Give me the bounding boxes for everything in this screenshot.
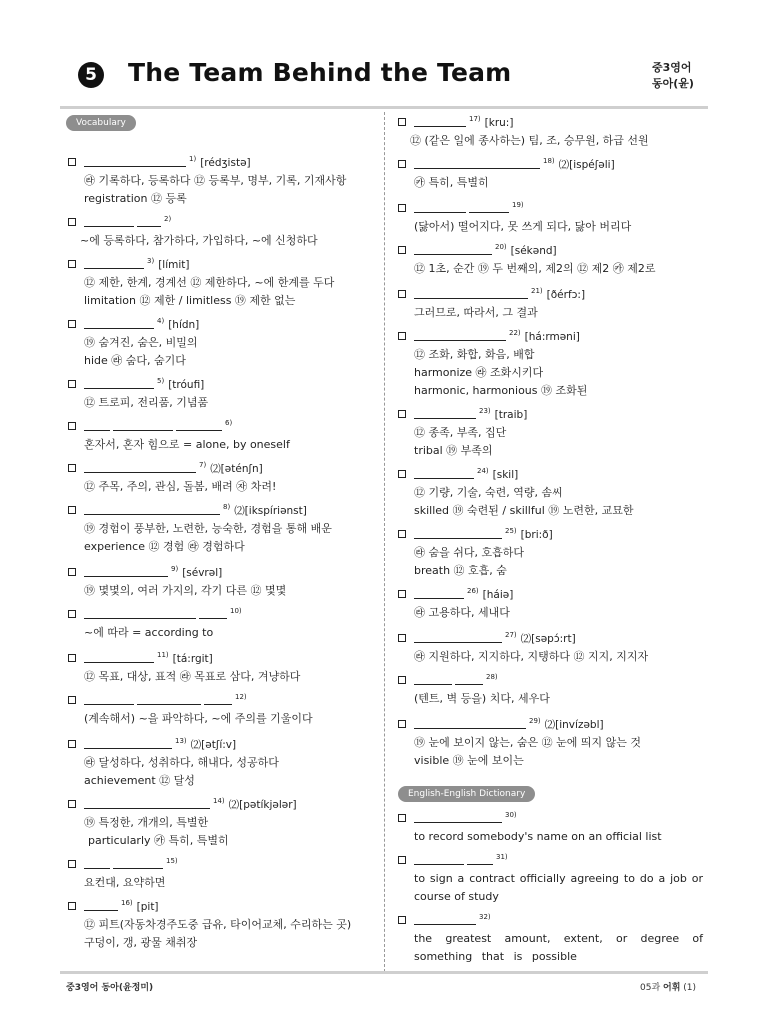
pronunciation: ⑵[əténʃn] [210, 463, 263, 475]
checkbox[interactable] [398, 814, 406, 822]
meaning-line: experience ⑫ 경험 ㉱ 경험하다 [84, 540, 245, 553]
answer-blank[interactable] [84, 420, 110, 431]
checkbox[interactable] [68, 380, 76, 388]
answer-blank[interactable] [137, 694, 201, 705]
definition-line: to record somebody's name on an official list [414, 830, 662, 843]
meaning-line: visible ⑲ 눈에 보이는 [414, 754, 524, 767]
meaning-line: ⑫ 1초, 순간 ⑲ 두 번째의, 제2의 ⑫ 제2 ㉸ 제2로 [414, 262, 656, 275]
definition-line: the greatest amount, extent, or degree of something that is possible [414, 932, 703, 963]
meaning-line: ㉱ 기록하다, 등록하다 ⑫ 등록부, 명부, 기록, 기재사항 [84, 174, 347, 187]
meaning-line: ⑫ 종족, 부족, 집단 [414, 426, 507, 439]
meaning-line: ⑫ 목표, 대상, 표적 ㉱ 목표로 삼다, 겨냥하다 [84, 670, 301, 683]
vocab-item-4: $^{4)}$ [hídn] ⑲ 숨겨진, 숨은, 비밀의 hide ㉱ 숨다, 숨기다 [68, 312, 373, 370]
checkbox[interactable] [68, 422, 76, 430]
meaning-line: ㉱ 달성하다, 성취하다, 해내다, 성공하다 [84, 756, 279, 769]
pronunciation: [bri:ð] [520, 529, 553, 541]
meaning-line: 그러므로, 따라서, 그 결과 [414, 306, 538, 319]
meaning-line: tribal ⑲ 부족의 [414, 444, 493, 457]
meaning-line: ⑫ 피트(자동차경주도중 급유, 타이어교체, 수리하는 곳) [84, 918, 352, 931]
pronunciation: [rédʒistə] [200, 157, 251, 169]
checkbox[interactable] [398, 410, 406, 418]
meaning-line: harmonic, harmonious ⑲ 조화된 [414, 384, 588, 397]
answer-blank[interactable] [414, 288, 528, 299]
meaning-line: harmonize ㉱ 조화시키다 [414, 366, 544, 379]
pronunciation: [kru:] [484, 117, 514, 129]
checkbox[interactable] [68, 464, 76, 472]
answer-blank[interactable] [84, 738, 172, 749]
answer-blank[interactable] [113, 420, 173, 431]
answer-blank[interactable] [84, 258, 144, 269]
vocab-item-6: $^{6)}$ 혼자서, 혼자 힘으로 = alone, by oneself [68, 414, 373, 454]
pronunciation: [ðérfɔ:] [546, 289, 586, 301]
meaning-line: ~에 등록하다, 참가하다, 가입하다, ~에 신청하다 [80, 234, 318, 247]
vocab-item-25: $^{25)}$ [bri:ð] ㉱ 숨을 쉬다, 호흡하다 breath ⑫ 호흡, 숨 [398, 522, 703, 580]
answer-blank[interactable] [199, 608, 227, 619]
answer-blank[interactable] [84, 798, 210, 809]
answer-blank[interactable] [204, 694, 232, 705]
checkbox[interactable] [68, 158, 76, 166]
answer-blank[interactable] [414, 330, 506, 341]
meaning-line: ⑫ (같은 일에 종사하는) 팀, 조, 승무원, 하급 선원 [410, 134, 649, 147]
vocab-item-26: $^{26)}$ [háiə] ㉱ 고용하다, 세내다 [398, 582, 703, 622]
textbook-badge [652, 60, 712, 92]
meaning-line: 구덩이, 갱, 광물 채취장 [84, 936, 198, 949]
meaning-line: ㉱ 지원하다, 지지하다, 지탱하다 ⑫ 지지, 지지자 [414, 650, 649, 663]
pronunciation: ⑵[səpɔ́:rt] [520, 633, 576, 645]
vocab-item-16: $^{16)}$ [pit] ⑫ 피트(자동차경주도중 급유, 타이어교체, 수리하는 곳) 구덩이, 갱, 광물 채취장 [68, 894, 373, 952]
vocab-item-21: $^{21)}$ [ðérfɔ:] 그러므로, 따라서, 그 결과 [398, 282, 703, 322]
vocab-item-2: $^{2)}$ ~에 등록하다, 참가하다, 가입하다, ~에 신청하다 [68, 210, 373, 250]
checkbox[interactable] [68, 800, 76, 808]
meaning-line: ㉸ 특히, 특별히 [414, 176, 489, 189]
answer-blank[interactable] [414, 812, 502, 823]
checkbox[interactable] [68, 696, 76, 704]
meaning-line: (텐트, 벽 등을) 치다, 세우다 [414, 692, 550, 705]
answer-blank[interactable] [414, 202, 466, 213]
meaning-line: hide ㉱ 숨다, 숨기다 [84, 354, 186, 367]
answer-blank[interactable] [176, 420, 222, 431]
vocab-item-18: $^{18)}$ ⑵[ispéʃəli] ㉸ 특히, 특별히 [398, 152, 703, 192]
pronunciation: [háiə] [482, 589, 514, 601]
vocabulary-section-label: Vocabulary [66, 115, 136, 131]
pronunciation: [sékənd] [510, 245, 557, 257]
checkbox[interactable] [68, 568, 76, 576]
vocab-item-5: $^{5)}$ [tróufi] ⑫ 트로피, 전리품, 기념품 [68, 372, 373, 412]
checkbox[interactable] [68, 260, 76, 268]
meaning-line: ~에 따라 = according to [84, 626, 214, 639]
answer-blank[interactable] [137, 216, 161, 227]
vocab-item-17: $^{17)}$ [kru:] ⑫ (같은 일에 종사하는) 팀, 조, 승무원, 하급 선원 [398, 110, 703, 150]
answer-blank[interactable] [84, 216, 134, 227]
meaning-line: 혼자서, 혼자 힘으로 = alone, by oneself [84, 438, 290, 451]
footer-rule [60, 971, 708, 974]
answer-blank[interactable] [414, 158, 540, 169]
dictionary-item-32: $^{32)}$ the greatest amount, extent, or degree of something that is possible [398, 908, 703, 966]
meaning-line: particularly ㉸ 특히, 특별히 [88, 834, 229, 847]
meaning-line: achievement ⑫ 달성 [84, 774, 195, 787]
answer-blank[interactable] [414, 116, 466, 127]
checkbox[interactable] [398, 204, 406, 212]
meaning-line: ㉱ 고용하다, 세내다 [414, 606, 510, 619]
checkbox[interactable] [398, 246, 406, 254]
meaning-line: ⑲ 눈에 보이지 않는, 숨은 ⑫ 눈에 띄지 않는 것 [414, 736, 641, 749]
answer-blank[interactable] [455, 674, 483, 685]
answer-blank[interactable] [414, 718, 526, 729]
meaning-line: 요컨대, 요약하면 [84, 876, 166, 889]
vocab-item-24: $^{24)}$ [skil] ⑫ 기량, 기술, 숙련, 역량, 솜씨 skilled ⑲ 숙련된 / skillful ⑲ 노련한, 교묘한 [398, 462, 703, 520]
meaning-line: ⑫ 트로피, 전리품, 기념품 [84, 396, 209, 409]
page-title: The Team Behind the Team [128, 58, 512, 87]
pronunciation: ⑵[ətʃí:v] [190, 739, 237, 751]
checkbox[interactable] [398, 470, 406, 478]
meaning-line: ⑲ 경험이 풍부한, 노련한, 능숙한, 경험을 통해 배운 [84, 522, 332, 535]
meaning-line: ⑲ 몇몇의, 여러 가지의, 각기 다른 ⑫ 몇몇 [84, 584, 287, 597]
answer-blank[interactable] [84, 900, 118, 911]
answer-blank[interactable] [84, 694, 134, 705]
column-divider [384, 112, 385, 972]
checkbox[interactable] [398, 160, 406, 168]
checkbox[interactable] [398, 332, 406, 340]
vocab-item-8: $^{8)}$ ⑵[ikspíriənst] ⑲ 경험이 풍부한, 노련한, 능숙한, 경험을 통해 배운 experience ⑫ 경험 ㉱ 경험하다 [68, 498, 373, 556]
checkbox[interactable] [68, 610, 76, 618]
pronunciation: ⑵[invízəbl] [544, 719, 604, 731]
checkbox[interactable] [398, 720, 406, 728]
footer-textbook-label: 중3영어 동아(윤정미) [66, 983, 154, 993]
answer-blank[interactable] [469, 202, 509, 213]
vocab-item-9: $^{9)}$ [sévrəl] ⑲ 몇몇의, 여러 가지의, 각기 다른 ⑫ 몇몇 [68, 560, 373, 600]
answer-blank[interactable] [414, 244, 492, 255]
footer-page-label: 05과 어휘 (1) [640, 983, 697, 993]
answer-blank[interactable] [414, 854, 464, 865]
answer-blank[interactable] [84, 566, 168, 577]
meaning-line: (닳아서) 떨어지다, 못 쓰게 되다, 닳아 버리다 [414, 220, 632, 233]
pronunciation: [há:rməni] [524, 331, 580, 343]
pronunciation: ⑵[ispéʃəli] [558, 159, 615, 171]
vocab-item-11: $^{11)}$ [tá:rgit] ⑫ 목표, 대상, 표적 ㉱ 목표로 삼다, 겨냥하다 [68, 646, 373, 686]
vocab-item-7: $^{7)}$ ⑵[əténʃn] ⑫ 주목, 주의, 관심, 돌봄, 배려 ㉶ 차려! [68, 456, 373, 496]
vocab-item-27: $^{27)}$ ⑵[səpɔ́:rt] ㉱ 지원하다, 지지하다, 지탱하다 ⑫ 지지, 지지자 [398, 626, 703, 666]
answer-blank[interactable] [84, 858, 110, 869]
checkbox[interactable] [68, 902, 76, 910]
vocab-item-22: $^{22)}$ [há:rməni] ⑫ 조화, 화합, 화음, 배합 harmonize ㉱ 조화시키다 harmonic, harmonious ⑲ 조화된 [398, 324, 703, 400]
definition-line: to sign a contract officially agreeing to do a job or course of study [414, 872, 703, 903]
pronunciation: ⑵[pətíkjələr] [228, 799, 297, 811]
meaning-line: skilled ⑲ 숙련된 / skillful ⑲ 노련한, 교묘한 [414, 504, 634, 517]
checkbox[interactable] [398, 118, 406, 126]
dictionary-item-30: $^{30)}$ to record somebody's name on an official list [398, 806, 703, 846]
answer-blank[interactable] [84, 318, 154, 329]
vocab-item-28: $^{28)}$ (텐트, 벽 등을) 치다, 세우다 [398, 668, 703, 708]
checkbox[interactable] [398, 676, 406, 684]
textbook-badge-line2: 동아(윤) [652, 77, 694, 90]
vocab-item-29: $^{29)}$ ⑵[invízəbl] ⑲ 눈에 보이지 않는, 숨은 ⑫ 눈에 띄지 않는 것 visible ⑲ 눈에 보이는 [398, 712, 703, 770]
checkbox[interactable] [398, 634, 406, 642]
answer-blank[interactable] [84, 378, 154, 389]
meaning-line: ⑫ 조화, 화합, 화음, 배합 [414, 348, 535, 361]
vocab-item-10: $^{10)}$ ~에 따라 = according to [68, 602, 373, 642]
answer-blank[interactable] [414, 528, 502, 539]
pronunciation: [tá:rgit] [172, 653, 213, 665]
vocab-item-3: $^{3)}$ [límit] ⑫ 제한, 한계, 경계선 ⑫ 제한하다, ~에 한계를 두다 limitation ⑫ 제한 / limitless ⑲ 제한 없는 [68, 252, 373, 310]
answer-blank[interactable] [414, 408, 476, 419]
pronunciation: [pit] [136, 901, 159, 913]
pronunciation: [traib] [494, 409, 528, 421]
checkbox[interactable] [398, 530, 406, 538]
vocab-item-12: $^{12)}$ (계속해서) ~을 파악하다, ~에 주의를 기울이다 [68, 688, 373, 728]
meaning-line: (계속해서) ~을 파악하다, ~에 주의를 기울이다 [84, 712, 313, 725]
answer-blank[interactable] [113, 858, 163, 869]
answer-blank[interactable] [84, 156, 186, 167]
pronunciation: [tróufi] [168, 379, 205, 391]
checkbox[interactable] [68, 320, 76, 328]
vocab-item-20: $^{20)}$ [sékənd] ⑫ 1초, 순간 ⑲ 두 번째의, 제2의 ⑫ 제2 ㉸ 제2로 [398, 238, 703, 278]
checkbox[interactable] [398, 856, 406, 864]
meaning-line: ⑲ 숨겨진, 숨은, 비밀의 [84, 336, 198, 349]
vocab-item-14: $^{14)}$ ⑵[pətíkjələr] ⑲ 특정한, 개개의, 특별한 particularly ㉸ 특히, 특별히 [68, 792, 373, 850]
lesson-number-badge: 5 [78, 62, 104, 88]
header-rule [60, 106, 708, 109]
answer-blank[interactable] [84, 462, 196, 473]
checkbox[interactable] [68, 654, 76, 662]
answer-blank[interactable] [84, 504, 220, 515]
meaning-line: breath ⑫ 호흡, 숨 [414, 564, 507, 577]
textbook-badge-line1: 중3영어 [652, 61, 692, 74]
checkbox[interactable] [398, 290, 406, 298]
checkbox[interactable] [398, 590, 406, 598]
answer-blank[interactable] [414, 674, 452, 685]
dictionary-section-label: English-English Dictionary [398, 786, 535, 802]
meaning-line: ⑲ 특정한, 개개의, 특별한 [84, 816, 209, 829]
pronunciation: ⑵[ikspíriənst] [234, 505, 307, 517]
meaning-line: limitation ⑫ 제한 / limitless ⑲ 제한 없는 [84, 294, 296, 307]
checkbox[interactable] [398, 916, 406, 924]
answer-blank[interactable] [414, 588, 464, 599]
checkbox[interactable] [68, 740, 76, 748]
vocab-item-13: $^{13)}$ ⑵[ətʃí:v] ㉱ 달성하다, 성취하다, 해내다, 성공하다 achievement ⑫ 달성 [68, 732, 373, 790]
pronunciation: [límit] [158, 259, 190, 271]
vocab-item-19: $^{19)}$ (닳아서) 떨어지다, 못 쓰게 되다, 닳아 버리다 [398, 196, 703, 236]
pronunciation: [sévrəl] [182, 567, 223, 579]
vocab-item-15: $^{15)}$ 요컨대, 요약하면 [68, 852, 373, 892]
answer-blank[interactable] [84, 608, 196, 619]
checkbox[interactable] [68, 506, 76, 514]
answer-blank[interactable] [414, 914, 476, 925]
pronunciation: [hídn] [168, 319, 200, 331]
vocab-item-23: $^{23)}$ [traib] ⑫ 종족, 부족, 집단 tribal ⑲ 부족의 [398, 402, 703, 460]
vocab-item-1: $^{1)}$ [rédʒistə] ㉱ 기록하다, 등록하다 ⑫ 등록부, 명부, 기록, 기재사항 registration ⑫ 등록 [68, 150, 373, 208]
answer-blank[interactable] [467, 854, 493, 865]
answer-blank[interactable] [84, 652, 154, 663]
checkbox[interactable] [68, 218, 76, 226]
meaning-line: registration ⑫ 등록 [84, 192, 187, 205]
checkbox[interactable] [68, 860, 76, 868]
meaning-line: ⑫ 제한, 한계, 경계선 ⑫ 제한하다, ~에 한계를 두다 [84, 276, 335, 289]
dictionary-item-31: $^{31)}$ to sign a contract officially agreeing to do a job or course of study [398, 848, 703, 906]
meaning-line: ㉱ 숨을 쉬다, 호흡하다 [414, 546, 524, 559]
meaning-line: ⑫ 주목, 주의, 관심, 돌봄, 배려 ㉶ 차려! [84, 480, 277, 493]
answer-blank[interactable] [414, 632, 502, 643]
meaning-line: ⑫ 기량, 기술, 숙련, 역량, 솜씨 [414, 486, 563, 499]
answer-blank[interactable] [414, 468, 474, 479]
pronunciation: [skil] [492, 469, 519, 481]
